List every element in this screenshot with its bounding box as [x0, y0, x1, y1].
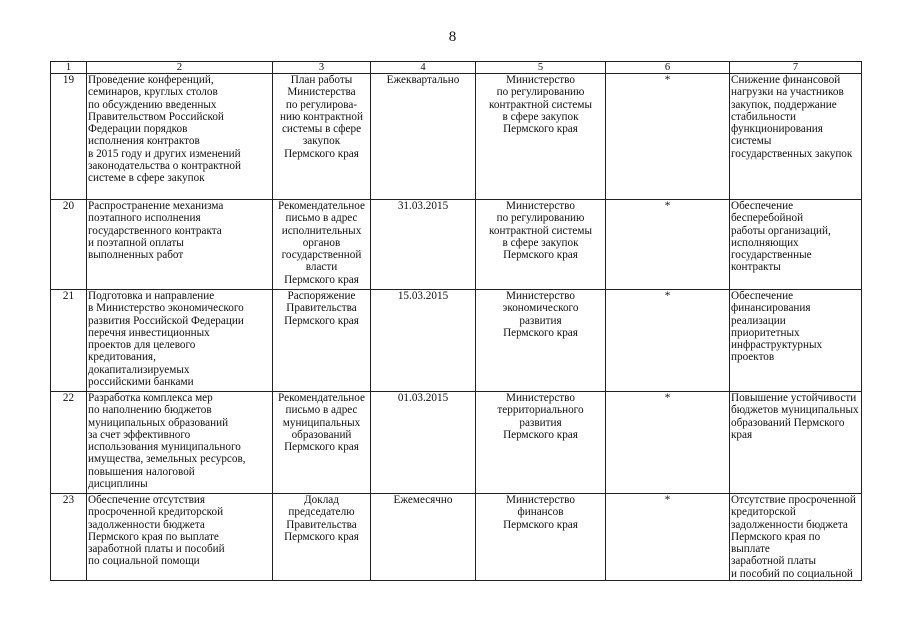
mark-cell: * — [606, 200, 730, 290]
row-number: 19 — [51, 74, 87, 200]
executor-cell: Министерство по регулированию контрактной системы в сфере закупок Пермского края — [476, 74, 606, 200]
column-header: 1 — [51, 62, 87, 74]
mark-cell: * — [606, 494, 730, 581]
executor-cell: Министерство по регулированию контрактной системы в сфере закупок Пермского края — [476, 200, 606, 290]
document-cell: Рекомендательное письмо в адрес муниципальных образований Пермского края — [273, 392, 371, 494]
deadline-cell: 15.03.2015 — [371, 290, 476, 392]
document-cell: План работы Министерства по регулирова- нию контрактной системы в сфере закупок Пермского края — [273, 74, 371, 200]
measures-table — [50, 61, 862, 581]
measure-cell: Проведение конференций, семинаров, круглых столов по обсуждению введенных Правительством Российской Федерации порядков исполнения контрактов в 2015 году и других изменений законодательства о контрактной системе в сфере закупок — [87, 74, 273, 200]
table-row — [51, 74, 862, 200]
result-cell: Обеспечение финансирования реализации приоритетных инфраструктурных проектов — [730, 290, 862, 392]
deadline-cell: Ежемесячно — [371, 494, 476, 581]
result-cell: Снижение финансовой нагрузки на участников закупок, поддержание стабильности функционирования системы государственных закупок — [730, 74, 862, 200]
deadline-cell: 01.03.2015 — [371, 392, 476, 494]
result-cell: Повышение устойчивости бюджетов муниципальных образований Пермского края — [730, 392, 862, 494]
deadline-cell: Ежеквартально — [371, 74, 476, 200]
column-header: 3 — [273, 62, 371, 74]
result-cell: Отсутствие просроченной кредиторской задолженности бюджета Пермского края по выплате заработной платы и пособий по социальной — [730, 494, 862, 581]
column-header: 6 — [606, 62, 730, 74]
measure-cell: Распространение механизма поэтапного исполнения государственного контракта и поэтапной оплаты выполненных работ — [87, 200, 273, 290]
column-header: 5 — [476, 62, 606, 74]
measure-cell: Обеспечение отсутствия просроченной кредиторской задолженности бюджета Пермского края по выплате заработной платы и пособий по социальной помощи — [87, 494, 273, 581]
document-cell: Доклад председателю Правительства Пермского края — [273, 494, 371, 581]
column-header: 7 — [730, 62, 862, 74]
column-header: 2 — [87, 62, 273, 74]
deadline-cell: 31.03.2015 — [371, 200, 476, 290]
row-number: 20 — [51, 200, 87, 290]
table-row — [51, 200, 862, 290]
table-row — [51, 290, 862, 392]
mark-cell: * — [606, 392, 730, 494]
mark-cell: * — [606, 290, 730, 392]
mark-cell: * — [606, 74, 730, 200]
executor-cell: Министерство территориального развития Пермского края — [476, 392, 606, 494]
column-header: 4 — [371, 62, 476, 74]
executor-cell: Министерство финансов Пермского края — [476, 494, 606, 581]
row-number: 22 — [51, 392, 87, 494]
header-row — [51, 62, 862, 74]
result-cell: Обеспечение бесперебойной работы организаций, исполняющих государственные контракты — [730, 200, 862, 290]
executor-cell: Министерство экономического развития Пермского края — [476, 290, 606, 392]
measure-cell: Подготовка и направление в Министерство экономического развития Российской Федерации перечня инвестиционных проектов для целевого кредитования, докапитализируемых российскими банками — [87, 290, 273, 392]
document-cell: Распоряжение Правительства Пермского края — [273, 290, 371, 392]
row-number: 21 — [51, 290, 87, 392]
page-number: 8 — [448, 29, 457, 45]
table-row — [51, 494, 862, 581]
table-row — [51, 392, 862, 494]
document-cell: Рекомендательное письмо в адрес исполнительных органов государственной власти Пермского края — [273, 200, 371, 290]
measure-cell: Разработка комплекса мер по наполнению бюджетов муниципальных образований за счет эффективного использования муниципального имущества, земельных ресурсов, повышения налоговой дисциплины — [87, 392, 273, 494]
row-number: 23 — [51, 494, 87, 581]
